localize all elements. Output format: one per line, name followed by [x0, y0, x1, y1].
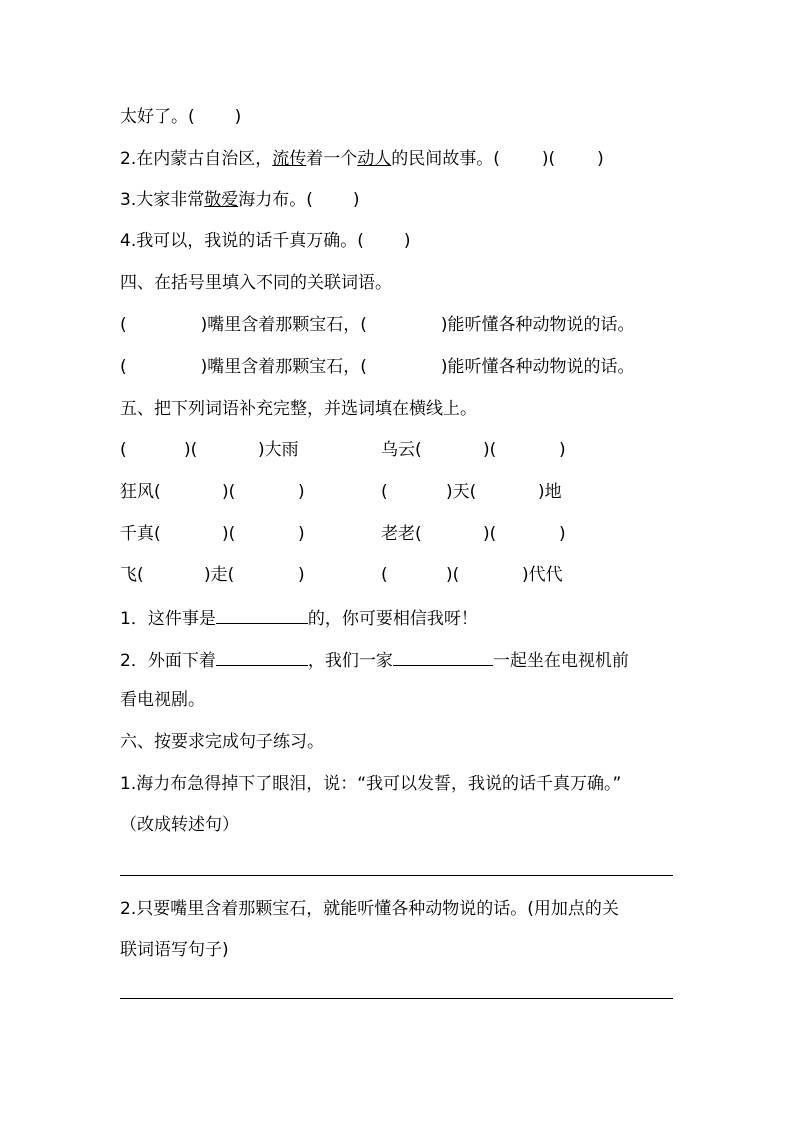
q5-r3-c5: )( — [483, 524, 497, 544]
q5-r2-c3: ) — [298, 482, 305, 502]
q6-item-1: 1.海力布急得掉下了眼泪，说：“我可以发誓，我说的话千真万确。” — [120, 774, 622, 794]
q5-r4-c6: )代代 — [522, 565, 563, 585]
underlined-word-dongren: 动人 — [357, 149, 392, 169]
q4-row-2: ( )嘴里含着那颗宝石，( )能听懂各种动物说的话。 — [120, 357, 635, 377]
q5-fill-2: 2．外面下着 ，我们一家 一起坐在电视机前 — [120, 647, 629, 673]
q5-r4-c3: ) — [298, 565, 305, 585]
q5-r1-c3: )大雨 — [258, 440, 299, 460]
q4-heading: 四、在括号里填入不同的关联词语。 — [120, 273, 392, 293]
answer-line-1[interactable] — [120, 875, 673, 876]
answer-line-2[interactable] — [120, 998, 673, 999]
q6-heading: 六、按要求完成句子练习。 — [120, 732, 324, 752]
q5-r1-c5: )( — [483, 440, 497, 460]
fill-blank-2a[interactable] — [216, 647, 308, 666]
q5-r1-c4: 乌云( — [381, 440, 422, 460]
q5-r3-c3: ) — [298, 524, 305, 544]
q4-row-1: ( )嘴里含着那颗宝石，( )能听懂各种动物说的话。 — [120, 315, 635, 335]
q6-item-2-cont: 联词语写句子) — [120, 940, 229, 960]
q3-item3: 3.大家非常敬爱海力布。( ) — [120, 190, 360, 210]
fill-blank-2b[interactable] — [393, 647, 493, 666]
q5-heading: 五、把下列词语补充完整，并选词填在横线上。 — [120, 399, 477, 419]
q6-item-2: 2.只要嘴里含着那颗宝石，就能听懂各种动物说的话。(用加点的关 — [120, 899, 619, 919]
q5-r1-c1: ( — [120, 440, 127, 460]
underlined-word-jingai: 敬爱 — [204, 190, 239, 210]
q5-fill-2-cont: 看电视剧。 — [120, 690, 205, 710]
q5-r1-c6: ) — [559, 440, 566, 460]
q5-r3-c2: )( — [222, 524, 236, 544]
underlined-word-liuchuan: 流传 — [272, 149, 307, 169]
q3-item4: 4.我可以，我说的话千真万确。( ) — [120, 231, 411, 251]
q5-r1-c2: )( — [184, 440, 198, 460]
q5-r3-c1: 千真( — [120, 524, 161, 544]
q5-r4-c2: )走( — [204, 565, 235, 585]
q5-r4-c4: ( — [381, 565, 388, 585]
q6-item-1-requirement: （改成转述句） — [120, 815, 239, 835]
q5-r3-c4: 老老( — [381, 524, 422, 544]
q3-item2: 2.在内蒙古自治区，流传着一个动人的民间故事。( )( ) — [120, 149, 604, 169]
q5-r2-c4: ( — [381, 482, 388, 502]
q5-r2-c2: )( — [222, 482, 236, 502]
q5-r2-c1: 狂风( — [120, 482, 161, 502]
fill-blank-1[interactable] — [216, 605, 308, 624]
q5-r3-c6: ) — [559, 524, 566, 544]
q5-r2-c5: )天( — [446, 482, 477, 502]
q5-r2-c6: )地 — [538, 482, 562, 502]
q5-r4-c5: )( — [446, 565, 460, 585]
q3-item1-tail: 太好了。( ) — [120, 107, 242, 127]
q5-fill-1: 1．这件事是 的，你可要相信我呀！ — [120, 605, 478, 631]
q5-r4-c1: 飞( — [120, 565, 144, 585]
